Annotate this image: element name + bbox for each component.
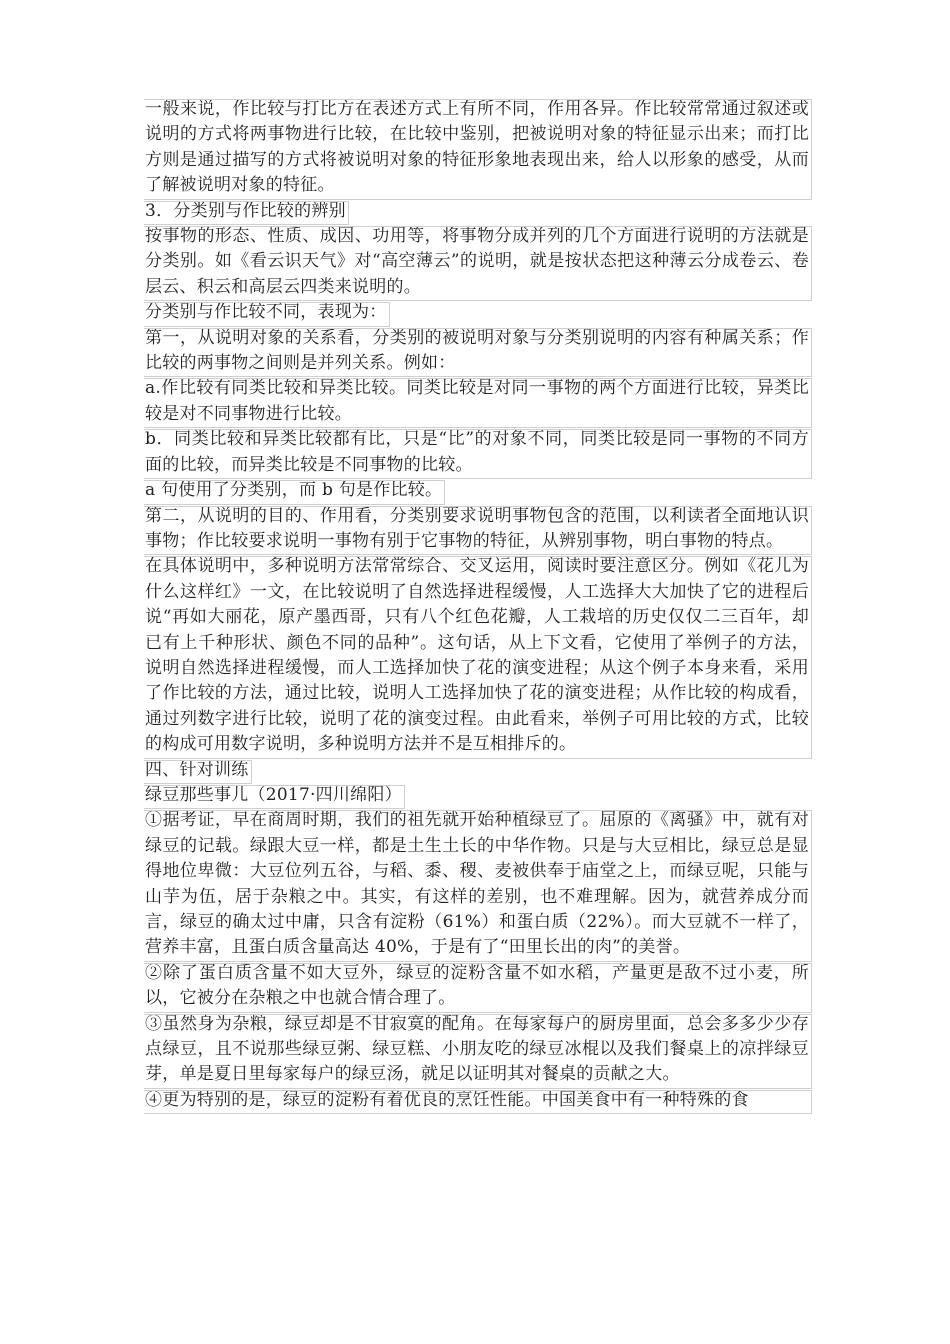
paragraph-combined-methods: 在具体说明中，多种说明方法常常综合、交叉运用，阅读时要注意区分。例如《花儿为什么这样红》一文，在比较说明了自然选择进程缓慢，人工选择大大加快了它的进程后说“再如大丽花，原产墨西哥，只有八个红色花瓣，人工栽培的历史仅仅二三百年，却已有上千种形状、颜色不同的品种”。这句话，从上下文看，它使用了举例子的方法，说明自然选择进程缓慢，而人工选择加快了花的演变进程；从这个例子本身来看，采用了作比较的方法，通过比较，说明人工选择加快了花的演变进程；从作比较的构成看，通过列数字进行比较，说明了花的演变过程。由此看来，举例子可用比较的方式，比较的构成可用数字说明，多种说明方法并不是互相排斥的。 <box>144 554 810 757</box>
paragraph-first-point: 第一，从说明对象的关系看，分类别的被说明对象与分类别说明的内容有种属关系；作比较的两事物之间则是并列关系。例如： <box>144 326 810 377</box>
document-page <box>144 97 810 1113</box>
article-paragraph-2: ②除了蛋白质含量不如大豆外，绿豆的淀粉含量不如水稻，产量更是敌不过小麦，所以，它被分在杂粮之中也就合情合理了。 <box>144 961 810 1012</box>
paragraph-example-conclusion: a 句使用了分类别，而 b 句是作比较。 <box>144 478 443 503</box>
paragraph-classification-definition: 按事物的形态、性质、成因、功用等，将事物分成并列的几个方面进行说明的方法就是分类别。如《看云识天气》对“高空薄云”的说明，就是按状态把这种薄云分成卷云、卷层云、积云和高层云四类来说明的。 <box>144 224 810 300</box>
article-paragraph-1: ①据考证，早在商周时期，我们的祖先就开始种植绿豆了。屈原的《离骚》中，就有对绿豆的记载。绿跟大豆一样，都是土生土长的中华作物。只是与大豆相比，绿豆总是显得地位卑微：大豆位列五谷，与稻、黍、稷、麦被供奉于庙堂之上，而绿豆呢，只能与山芋为伍，居于杂粮之中。其实，有这样的差别，也不难理解。因为，就营养成分而言，绿豆的确太过中庸，只含有淀粉（61%）和蛋白质（22%）。而大豆就不一样了，营养丰富，且蛋白质含量高达 40%，于是有了“田里长出的肉”的美誉。 <box>144 808 810 960</box>
paragraph-difference-intro: 分类别与作比较不同，表现为： <box>144 300 388 325</box>
article-title: 绿豆那些事儿（2017·四川绵阳） <box>144 783 403 808</box>
section-heading-training: 四、针对训练 <box>144 758 250 783</box>
article-paragraph-3: ③虽然身为杂粮，绿豆却是不甘寂寞的配角。在每家每户的厨房里面，总会多多少少存点绿豆，且不说那些绿豆粥、绿豆糕、小朋友吃的绿豆冰棍以及我们餐桌上的凉拌绿豆芽，单是夏日里每家每户的绿豆汤，就足以证明其对餐桌的贡献之大。 <box>144 1012 810 1088</box>
paragraph-second-point: 第二，从说明的目的、作用看，分类别要求说明事物包含的范围，以利读者全面地认识事物；作比较要求说明一事物有别于它事物的特征，从辨别事物，明白事物的特点。 <box>144 504 810 555</box>
article-paragraph-4: ④更为特别的是，绿豆的淀粉有着优良的烹饪性能。中国美食中有一种特殊的食 <box>144 1088 810 1113</box>
paragraph-example-a: a.作比较有同类比较和异类比较。同类比较是对同一事物的两个方面进行比较，异类比较是对不同事物进行比较。 <box>144 376 810 427</box>
paragraph-example-b: b．同类比较和异类比较都有比，只是“比”的对象不同，同类比较是同一事物的不同方面的比较，而异类比较是不同事物的比较。 <box>144 427 810 478</box>
paragraph-comparison-vs-analogy: 一般来说，作比较与打比方在表述方式上有所不同，作用各异。作比较常常通过叙述或说明的方式将两事物进行比较，在比较中鉴别，把被说明对象的特征显示出来；而打比方则是通过描写的方式将被说明对象的特征形象地表现出来，给人以形象的感受，从而了解被说明对象的特征。 <box>144 97 810 199</box>
section-heading-3: 3．分类别与作比较的辨别 <box>144 199 347 224</box>
